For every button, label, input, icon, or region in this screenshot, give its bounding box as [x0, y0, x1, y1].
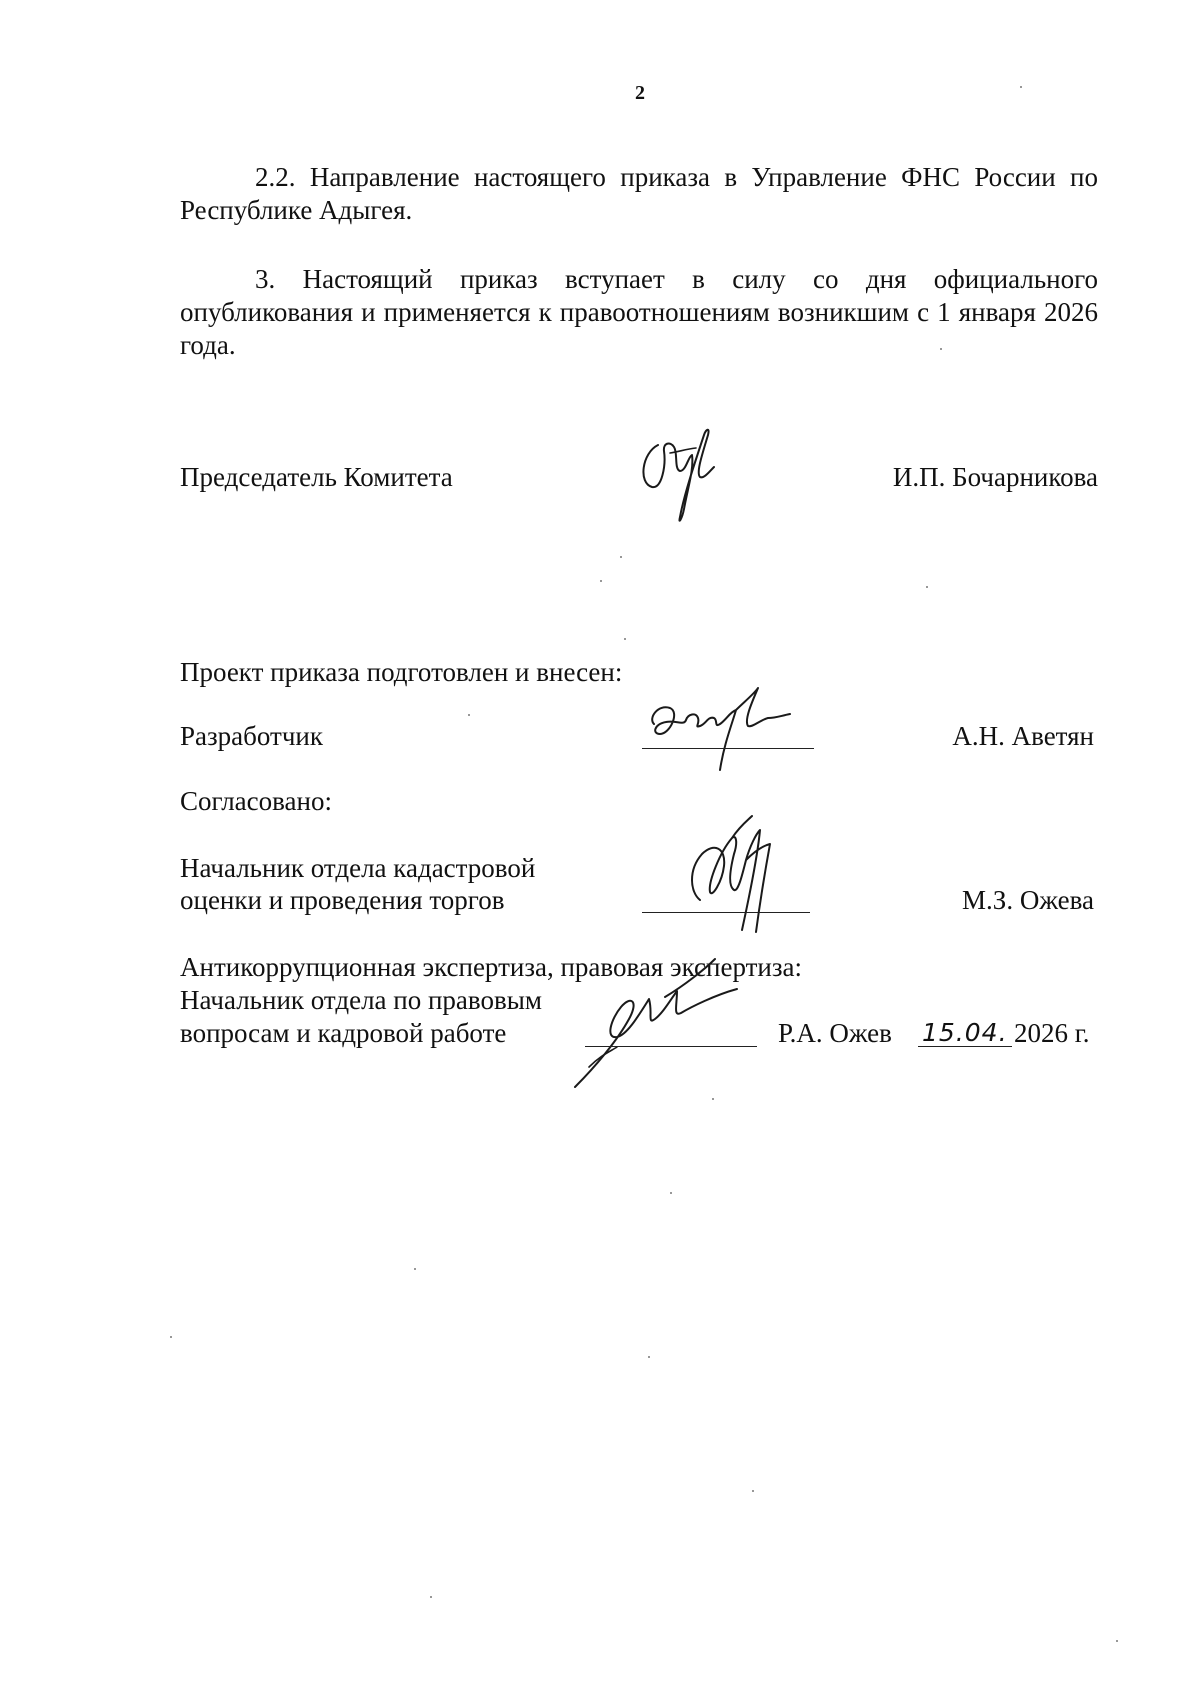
agreed-heading: Согласовано: [180, 786, 332, 816]
developer-signature-line [642, 748, 814, 749]
cadastral-signature-line [642, 912, 810, 913]
expertise-date-line [918, 1046, 1012, 1047]
expertise-signature [565, 955, 765, 1095]
scan-speck [940, 348, 942, 350]
scan-speck [1116, 1640, 1118, 1642]
page-number: 2 [635, 82, 645, 104]
scan-speck [170, 1336, 172, 1338]
expertise-name: Р.А. Ожев [778, 1018, 892, 1048]
chairman-position: Председатель Комитета [180, 462, 453, 492]
scan-speck [468, 714, 470, 716]
expertise-date-handwritten: 15.04. [922, 1018, 1008, 1047]
chairman-signature [630, 425, 730, 525]
scan-speck [752, 1490, 754, 1492]
chairman-name: И.П. Бочарникова [892, 462, 1098, 492]
cadastral-position-line1: Начальник отдела кадастровой [180, 853, 536, 883]
scan-speck [624, 638, 626, 640]
developer-signature [640, 684, 820, 774]
scan-speck [712, 1098, 714, 1100]
expertise-heading: Антикоррупционная экспертиза, правовая экспертиза: [180, 952, 803, 982]
developer-position: Разработчик [180, 721, 323, 751]
scan-speck [648, 1356, 650, 1358]
paragraph-3: 3. Настоящий приказ вступает в силу со дня официального опубликования и применяется к правоотношениям возникшим с 1 января 2026 года. [180, 264, 1098, 360]
scan-speck [1020, 86, 1022, 88]
scan-speck [670, 1192, 672, 1194]
expertise-date-suffix: 2026 г. [1014, 1018, 1090, 1048]
scan-speck [600, 580, 602, 582]
paragraph-2-2: 2.2. Направление настоящего приказа в Управление ФНС России по Республике Адыгея. [180, 162, 1098, 225]
expertise-position-line2: вопросам и кадровой работе [180, 1018, 507, 1048]
scan-speck [620, 556, 622, 558]
expertise-signature-line [585, 1046, 757, 1047]
cadastral-signature [680, 812, 800, 942]
project-heading: Проект приказа подготовлен и внесен: [180, 657, 623, 687]
expertise-position-line1: Начальник отдела по правовым [180, 985, 542, 1015]
scan-speck [430, 1596, 432, 1598]
developer-name: А.Н. Аветян [952, 721, 1094, 751]
scan-speck [414, 1268, 416, 1270]
cadastral-name: М.З. Ожева [962, 885, 1094, 915]
scan-speck [926, 586, 928, 588]
cadastral-position-line2: оценки и проведения торгов [180, 885, 505, 915]
